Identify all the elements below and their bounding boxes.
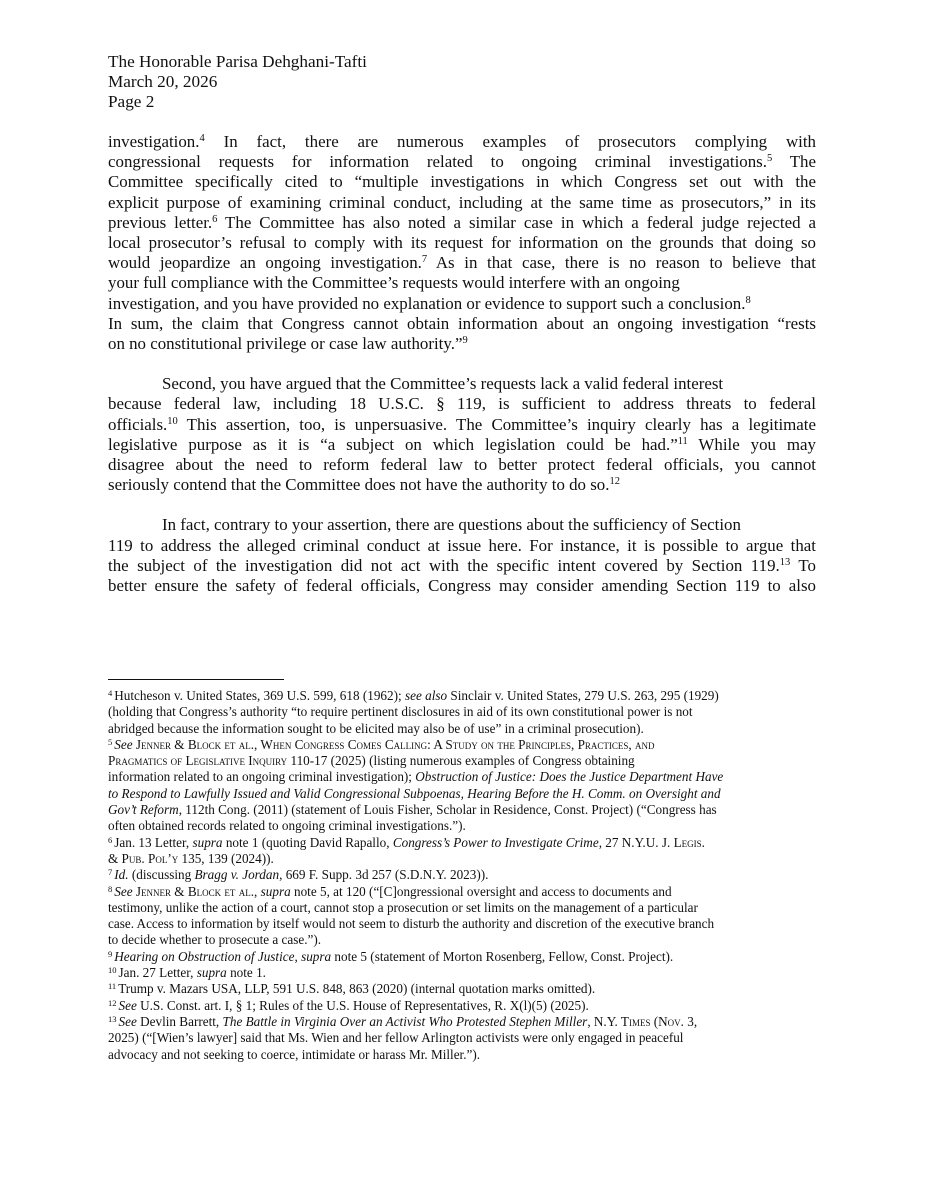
footnote-line: 2025) (“[Wien’s lawyer] said that Ms. Wien and her fellow Arlington activists were only engaged in peaceful xyxy=(108,1030,684,1046)
text-line: Second, you have argued that the Committee’s requests lack a valid federal interest xyxy=(162,374,724,394)
footnote-line: $^{10}$ Jan. 27 Letter, supra note 1. xyxy=(108,965,266,981)
footnote-number: 4 xyxy=(108,688,113,698)
text-line: local prosecutor’s refusal to comply with its request for information on the grounds that doing so xyxy=(108,233,816,253)
footnote-line: $^5$ See Jenner & Block et al., When Congress Comes Calling: A Study on the Principles, Practices, and xyxy=(108,736,655,752)
footnote-line: advocacy and not seeking to coerce, intimidate or harass Mr. Miller.”). xyxy=(108,1046,481,1062)
footnote-ref: 12 xyxy=(609,476,620,488)
footnote-line: $^{12}$ See U.S. Const. art. I, § 1; Rules of the U.S. House of Representatives, R. X(l)(5) (2025). xyxy=(108,997,589,1013)
text-line: congressional requests for information related to ongoing criminal investigations.$^5$ The xyxy=(108,152,816,172)
text-line: Committee specifically cited to “multiple investigations in which Congress set out with the xyxy=(108,172,816,192)
footnote-line: $^4$ Hutcheson v. United States, 369 U.S. 599, 618 (1962); see also Sinclair v. United States, 279 U.S. 263, 295 (1929) xyxy=(108,688,719,703)
text-line: disagree about the need to reform federal law to better protect federal officials, you cannot xyxy=(108,455,816,475)
text-line: better ensure the safety of federal officials, Congress may consider amending Section 119 to also xyxy=(108,576,816,596)
footnote-7 xyxy=(108,867,818,883)
footnote-9 xyxy=(108,949,818,965)
footnote-line: $^9$ Hearing on Obstruction of Justice, supra note 5 (statement of Morton Rosenberg, Fellow, Const. Project). xyxy=(108,948,674,964)
text-line: explicit purpose of examining criminal conduct, including at the same time as prosecutors,” in its xyxy=(108,192,816,212)
footnote-ref: 8 xyxy=(745,294,751,306)
footnote-number: 6 xyxy=(108,834,113,845)
footnote-number: 10 xyxy=(108,965,117,976)
footnote-ref: 11 xyxy=(677,435,688,447)
text-line: 119 to address the alleged criminal conduct at issue here. For instance, it is possible to argue that xyxy=(108,535,816,555)
footnote-ref: 13 xyxy=(779,556,791,568)
footnote-line: abridged because the information sought to be elicited may also be of use” in a criminal prosecution). xyxy=(108,720,644,736)
page-number: Page 2 xyxy=(108,92,155,111)
text-line: previous letter.$^6$ The Committee has also noted a similar case in which a federal judge rejected a xyxy=(108,212,816,232)
footnote-line: to decide whether to prosecute a case.”). xyxy=(108,932,322,948)
footnote-number: 5 xyxy=(108,736,113,747)
text-line: investigation.$^4$ In fact, there are numerous examples of prosecutors complying with xyxy=(108,132,816,151)
date-line: March 20, 2026 xyxy=(108,72,218,91)
text-line: legislative purpose as it is “a subject on which legislation could be had.”$^{11}$ While you may xyxy=(108,434,816,454)
footnote-13 xyxy=(108,1014,818,1063)
text-line: the subject of the investigation did not act with the specific intent covered by Section 119.13 To xyxy=(108,555,816,575)
footnote-11 xyxy=(108,981,818,997)
footnote-number: 7 xyxy=(108,867,113,878)
footnote-line: $^8$ See Jenner & Block et al., supra note 5, at 120 (“[C]ongressional oversight and access to documents and xyxy=(108,883,672,899)
footnote-ref: 6 xyxy=(212,213,218,225)
footnote-5 xyxy=(108,737,818,835)
text-line: would jeopardize an ongoing investigation.$^7$ As in that case, there is no reason to believe that xyxy=(108,253,816,273)
letter-header xyxy=(108,52,816,112)
footnote-number: 9 xyxy=(108,948,113,959)
text-line: on no constitutional privilege or case law authority.”$^9$ xyxy=(108,334,468,354)
footnote-line: Pragmatics of Legislative Inquiry 110-17 (2025) (listing numerous examples of Congress obtaining xyxy=(108,753,635,769)
footnote-number: 12 xyxy=(108,997,117,1008)
footnote-line: $^{13}$ See Devlin Barrett, The Battle in Virginia Over an Activist Who Protested Stephen Miller, N.Y. Times (Nov. 3, xyxy=(108,1013,698,1029)
letter-body xyxy=(108,132,816,596)
footnote-ref: 4 xyxy=(199,133,205,144)
footnote-line: testimony, unlike the action of a court, cannot stop a prosecution or set limits on the management of a particular xyxy=(108,899,698,915)
footnote-line: $^{11}$ Trump v. Mazars USA, LLP, 591 U.S. 848, 863 (2020) (internal quotation marks omitted). xyxy=(108,981,596,997)
footnote-ref: 10 xyxy=(167,415,178,427)
text-line: In fact, contrary to your assertion, there are questions about the sufficiency of Section xyxy=(162,515,741,535)
footnote-line: $^6$ Jan. 13 Letter, supra note 1 (quoting David Rapallo, Congress’s Power to Investigate Crime, 27 N.Y.U. J. Legis. xyxy=(108,834,705,850)
text-line: officials.$^{10}$ This assertion, too, is unpersuasive. The Committee’s inquiry clearly has a legitimate xyxy=(108,414,816,434)
footnote-line: case. Access to information by itself would not seem to disturb the authority and discretion of the executive branch xyxy=(108,916,715,932)
recipient-line: The Honorable Parisa Dehghani-Tafti xyxy=(108,52,367,71)
footnote-4 xyxy=(108,688,818,737)
letter-page xyxy=(108,52,816,616)
footnote-line: to Respond to Lawfully Issued and Valid Congressional Subpoenas, Hearing Before the H. Comm. on Oversight and xyxy=(108,785,721,801)
footnote-number: 13 xyxy=(108,1013,117,1024)
paragraph-1 xyxy=(108,132,816,354)
footnote-line: Gov’t Reform, 112th Cong. (2011) (statement of Louis Fisher, Scholar in Residence, Const. Project) (“Congress has xyxy=(108,802,717,818)
footnote-line: & Pub. Pol’y 135, 139 (2024)). xyxy=(108,850,274,866)
footnote-line: often obtained records related to ongoing criminal investigations.”). xyxy=(108,818,466,834)
footnote-ref: 5 xyxy=(766,153,773,165)
footnote-line: (holding that Congress’s authority “to require pertinent disclosures in aid of its own constitutional power is not xyxy=(108,704,693,720)
footnote-separator xyxy=(108,679,284,680)
footnote-number: 8 xyxy=(108,883,113,894)
text-line: because federal law, including 18 U.S.C. § 119, is sufficient to address threats to federal xyxy=(108,394,816,414)
text-line: In sum, the claim that Congress cannot obtain information about an ongoing investigation “rests xyxy=(108,313,816,333)
paragraph-2 xyxy=(108,374,816,495)
text-line: investigation, and you have provided no explanation or evidence to support such a conclusion.$^8$ xyxy=(108,293,751,313)
footnote-12 xyxy=(108,998,818,1014)
footnotes xyxy=(108,688,818,1063)
text-line: your full compliance with the Committee’s requests would interfere with an ongoing xyxy=(108,273,680,293)
footnote-line: information related to an ongoing criminal investigation); Obstruction of Justice: Does the Justice Department Have xyxy=(108,769,724,785)
footnote-ref: 7 xyxy=(421,254,428,266)
text-line: seriously contend that the Committee does not have the authority to do so.$^{12}$ xyxy=(108,475,620,495)
footnote-number: 11 xyxy=(108,981,117,992)
footnote-6 xyxy=(108,835,818,868)
footnote-line: $^7$ Id. (discussing Bragg v. Jordan, 669 F. Supp. 3d 257 (S.D.N.Y. 2023)). xyxy=(108,867,489,883)
footnote-8 xyxy=(108,884,818,949)
footnote-ref: 9 xyxy=(462,335,468,347)
paragraph-3 xyxy=(108,515,816,596)
footnote-10 xyxy=(108,965,818,981)
